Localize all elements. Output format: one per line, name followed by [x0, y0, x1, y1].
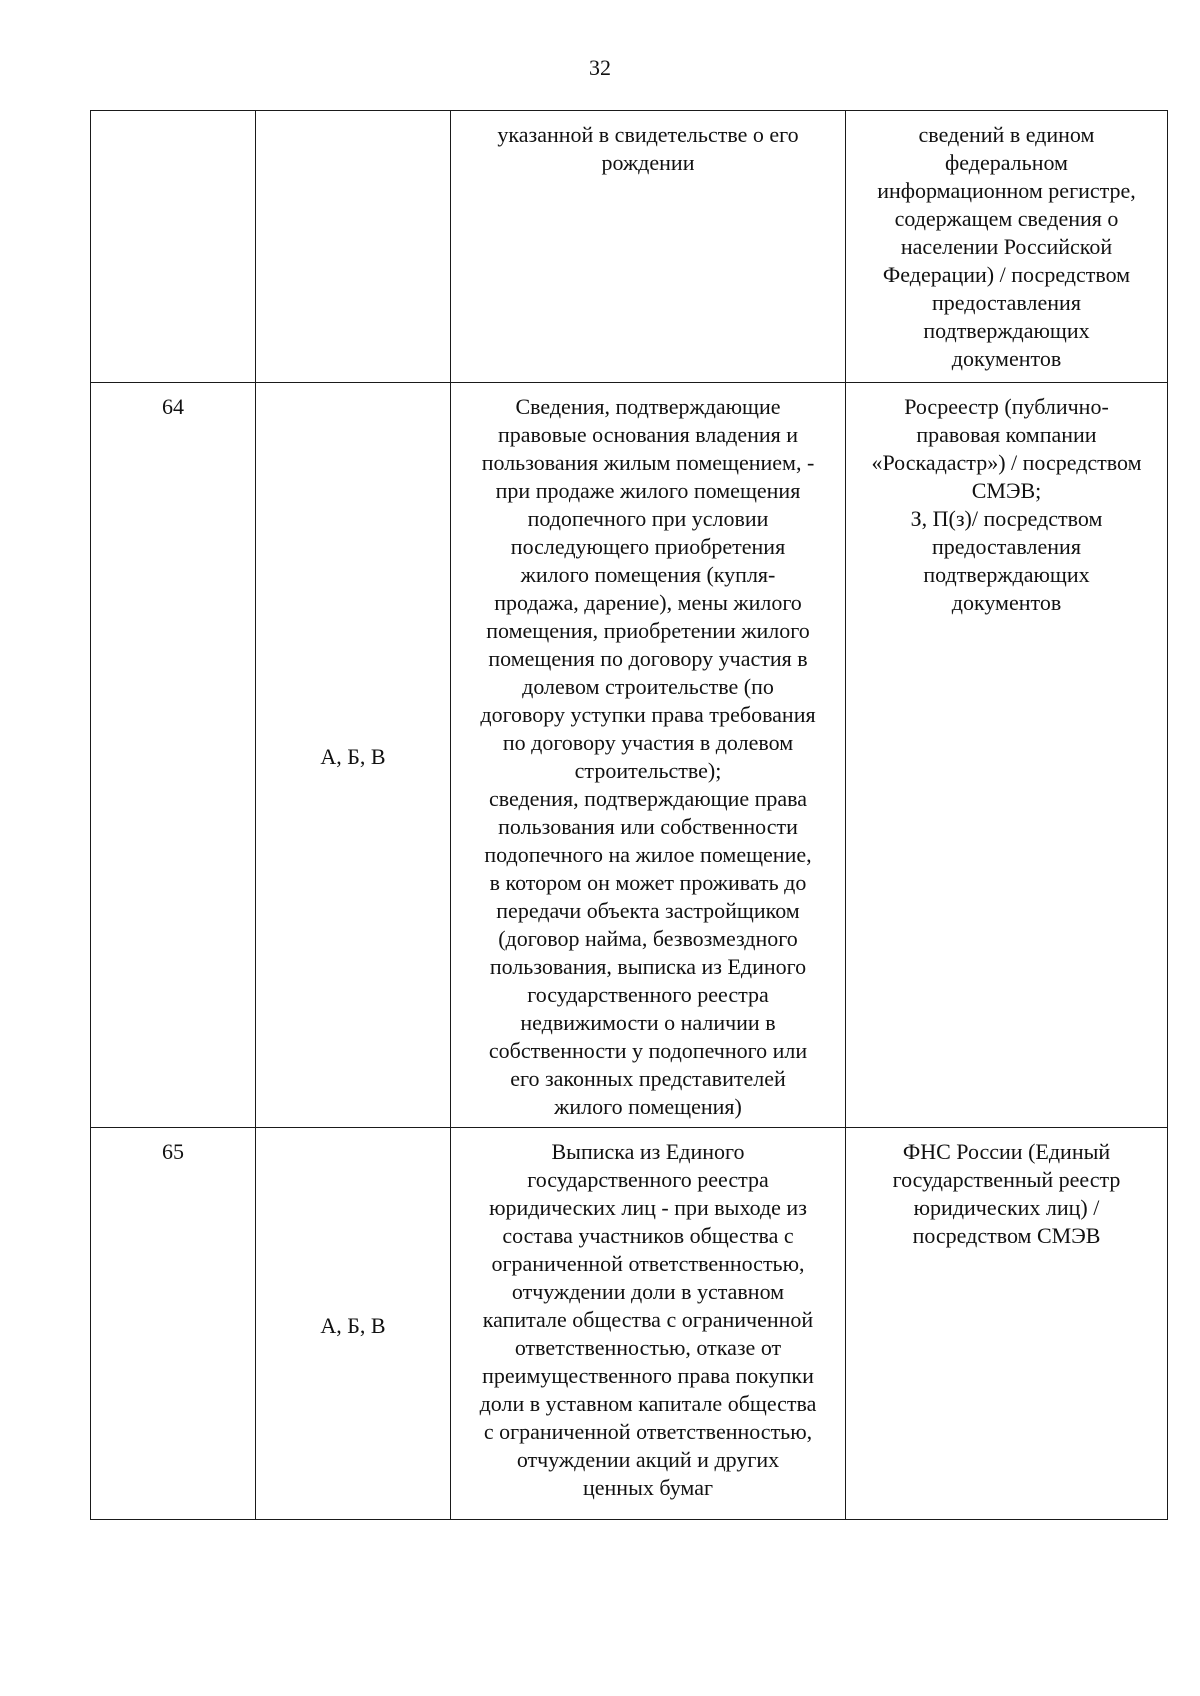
row-categories-cell: А, Б, В	[256, 1128, 451, 1520]
row-number-cell: 65	[91, 1128, 256, 1520]
row-description-cell: Сведения, подтверждающие правовые основания владения и пользования жилым помещением, - при продаже жилого помещения подопечного при условии последующего приобретения жилого помещения (купля- продажа, дарение), мены жилого помещения, приобретении жилого помещения по договору участия в долевом строительстве (по договору уступки права требования по договору участия в долевом строительстве); сведения, подтверждающие права пользования или собственности подопечного на жилое помещение, в котором он может проживать до передачи объекта застройщиком (договор найма, безвозмездного пользования, выписка из Единого государственного реестра недвижимости о наличии в собственности у подопечного или его законных представителей жилого помещения)	[451, 383, 846, 1128]
row-source-cell: сведений в едином федеральном информационном регистре, содержащем сведения о населении Российской Федерации) / посредством предоставления подтверждающих документов	[846, 111, 1168, 383]
row-source-cell: Росреестр (публично- правовая компании «Роскадастр») / посредством СМЭВ; З, П(з)/ посредством предоставления подтверждающих документов	[846, 383, 1168, 1128]
page-number: 32	[589, 55, 611, 80]
row-source-cell: ФНС России (Единый государственный реестр юридических лиц) / посредством СМЭВ	[846, 1128, 1168, 1520]
table-row	[91, 383, 1168, 1128]
row-number-cell: 64	[91, 383, 256, 1128]
row-number-cell	[91, 111, 256, 383]
requirements-table	[90, 110, 1168, 1520]
table-row	[91, 1128, 1168, 1520]
row-categories-cell: А, Б, В	[256, 383, 451, 1128]
table-row	[91, 111, 1168, 383]
row-description-cell: Выписка из Единого государственного реестра юридических лиц - при выходе из состава участников общества с ограниченной ответственностью, отчуждении доли в уставном капитале общества с ограниченной ответственностью, отказе от преимущественного права покупки доли в уставном капитале общества с ограниченной ответственностью, отчуждении акций и других ценных бумаг	[451, 1128, 846, 1520]
row-description-cell: указанной в свидетельстве о его рождении	[451, 111, 846, 383]
row-categories-cell	[256, 111, 451, 383]
